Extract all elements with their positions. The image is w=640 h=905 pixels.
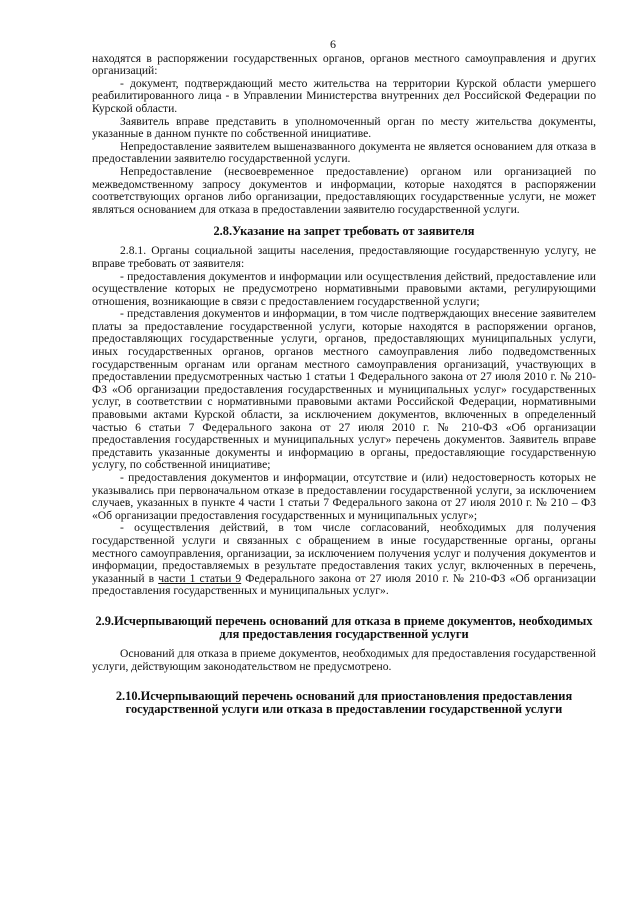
intro-paragraph-5: Непредоставление (несвоевременное предоставление) органом или организацией по межведомственному запросу документов и информации, которые находятся в распоряжении соответствующих органов либо организации, предоставляющих государственные услуги, не может являться основанием для отказа в предоставлении заявителю государственной услуги. xyxy=(92,164,596,216)
intro-paragraph-1: находятся в распоряжении государственных органов, органов местного самоуправления и других организаций: xyxy=(92,51,596,78)
section-2-9-heading: 2.9.Исчерпывающий перечень оснований для отказа в приеме документов, необходимых для предоставления государственной услуги xyxy=(95,613,593,641)
section-2-8-paragraph-5-text-b: Федерального закона от 27 июля 2010 г. № 210-ФЗ «Об организации предоставления государственных и муниципальных услуг». xyxy=(92,571,596,598)
section-2-8-heading: 2.8.Указание на запрет требовать от заявителя xyxy=(213,224,475,239)
section-2-9-paragraph-1: Оснований для отказа в приеме документов, необходимых для предоставления государственной услуги, действующим законодательством не предусмотрено. xyxy=(92,646,596,673)
section-2-8-paragraph-2: - предоставления документов и информации или осуществления действий, предоставление или осуществление которых не предусмотрено нормативными правовыми актами, регулирующими отношения, возникающие в связи с предоставлением государственной услуги; xyxy=(92,269,596,308)
intro-paragraph-3: Заявитель вправе представить в уполномоченный орган по месту жительства документы, указанные в данном пункте по собственной инициативе. xyxy=(92,114,596,141)
page-number: 6 xyxy=(330,37,336,51)
section-2-10-heading: 2.10.Исчерпывающий перечень оснований для приостановления предоставления государственной услуги или отказа в предоставлении государственной услуги xyxy=(115,689,573,717)
section-2-8-paragraph-1: 2.8.1. Органы социальной защиты населения, предоставляющие государственную услугу, не вправе требовать от заявителя: xyxy=(92,244,596,270)
section-2-8-paragraph-3: - представления документов и информации, в том числе подтверждающих внесение заявителем платы за предоставление государственной услуги, которые находятся в распоряжении органов, предоставляющих государственные услуги, органов, предоставляющих муниципальных услуги, иных государственных органов, органов местного самоуправления либо подведомственных государственным органам или органам местного самоуправления организаций, участвующих в предоставлении предусмотренных частью 1 статьи 1 Федерального закона от 27 июля 2010 г. № 210-ФЗ «Об организации предоставления государственных и муниципальных услуг» государственных услуг, в соответствии с нормативными правовыми актами Российской Федерации, нормативными правовыми актами Курской области, за исключением документов, включенных в определенный частью 6 статьи 7 Федерального закона от 27 июля 2010 г. № 210-ФЗ «Об организации предоставления государственных и муниципальных услуг» перечень документов. Заявитель вправе представить указанные документы и информацию в органы, предоставляющие государственную услугу, по собственной инициативе; xyxy=(92,307,596,472)
section-2-8-paragraph-5-text-a: - осуществления действий, в том числе согласований, необходимых для получения государственной услуги и связанных с обращением в иные государственные органы, органы местного самоуправления, организации, за исключением получения услуг и получения документов и информации, предоставляемых в результате предоставления таких услуг, включенных в перечень, указанный в xyxy=(92,521,596,585)
law-reference-link[interactable]: части 1 статьи 9 xyxy=(158,571,242,585)
intro-paragraph-4: Непредоставление заявителем вышеназванного документа не является основанием для отказа в предоставлении заявителю государственной услуги. xyxy=(92,139,596,166)
section-2-8-paragraph-5 xyxy=(92,522,596,598)
section-2-8-paragraph-4: - предоставления документов и информации, отсутствие и (или) недостоверность которых не указывались при первоначальном отказе в предоставлении государственной услуги, за исключением случаев, указанных в пункте 4 части 1 статьи 7 Федерального закона от 27 июля 2010 г. № 210 – ФЗ «Об организации предоставления государственных и муниципальных услуг»; xyxy=(92,471,596,522)
intro-paragraph-2: - документ, подтверждающий место жительства на территории Курской области умершего реабилитированного лица - в Управлении Министерства внутренних дел Российской Федерации по Курской области. xyxy=(92,76,596,115)
